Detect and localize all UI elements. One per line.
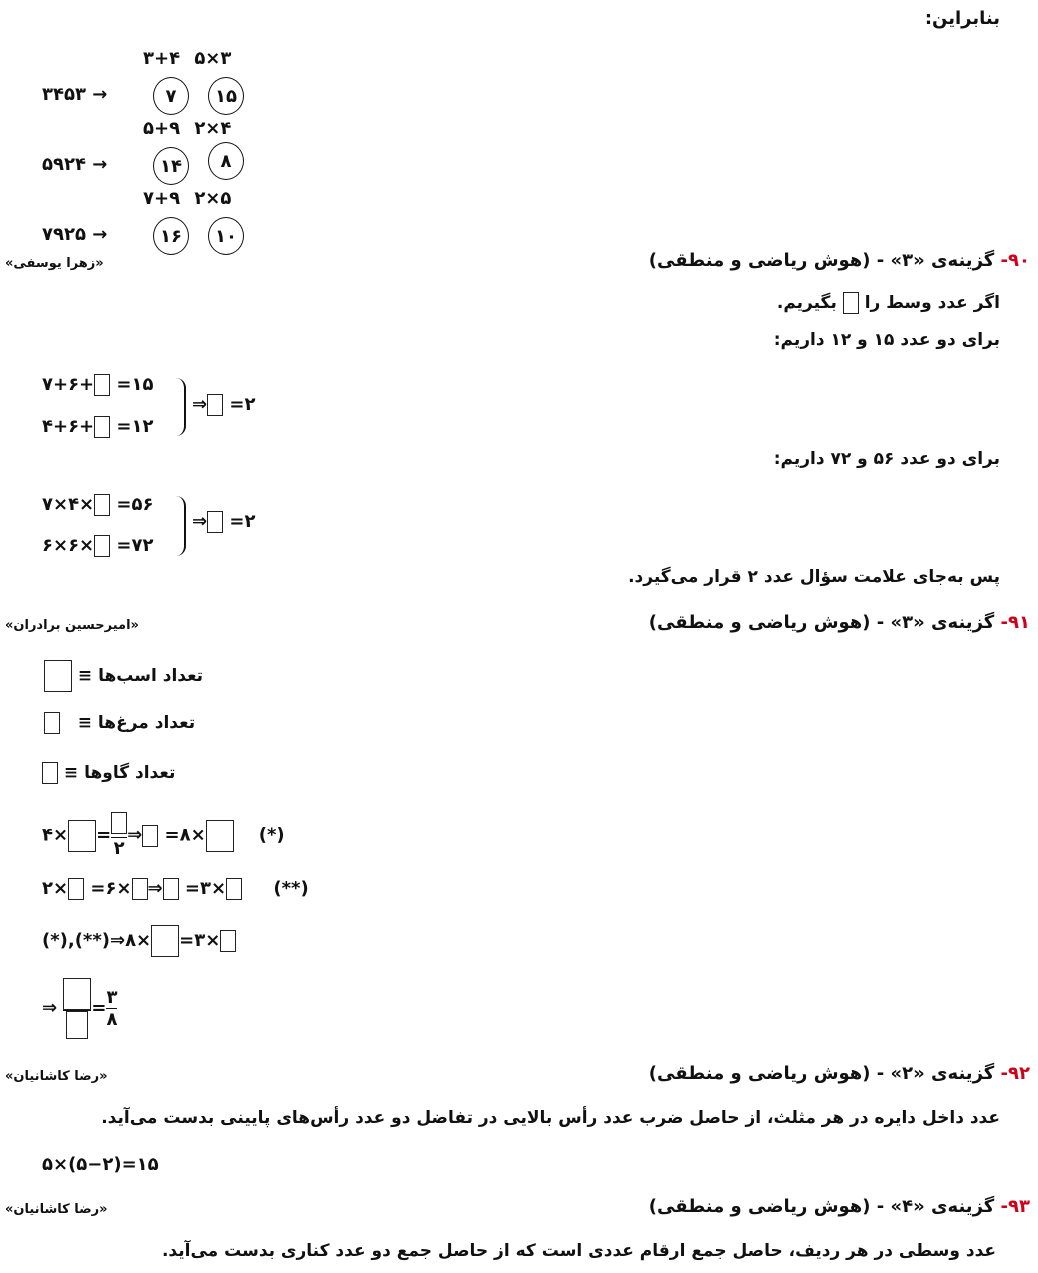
ops-row-1: ۳+۴ ۵×۳ <box>143 48 232 69</box>
number-1: ۳۴۵۳ → <box>42 84 108 105</box>
circle-value: ۱۵ <box>208 77 244 115</box>
q90-eq1: ۷+۶+ =۱۵ <box>42 374 154 395</box>
q90-line2: برای دو عدد ۱۵ و ۱۲ داریم: <box>773 330 1000 350</box>
def-chickens: تعداد مرغ‌ها ≡ <box>44 712 195 734</box>
q91-author: «امیرحسین برادران» <box>5 618 139 633</box>
q91-eq2: ۲× =۶× ⇒ =۳× (**) <box>42 878 309 899</box>
q92-text: عدد داخل دایره در هر مثلث، از حاصل ضرب عدد رأس بالایی در تفاضل دو عدد رأس‌های پایینی بدست می‌آید. <box>101 1108 1000 1128</box>
middle-box <box>843 292 859 314</box>
circle-value: ۱۰ <box>208 217 244 255</box>
q93-author: «رضا کاشانیان» <box>5 1202 108 1217</box>
q90-line3: برای دو عدد ۵۶ و ۷۲ داریم: <box>773 449 1000 469</box>
q90-line1: اگر عدد وسط را بگیریم. <box>776 293 1000 313</box>
q90-eq2: ۴+۶+ =۱۲ <box>42 416 154 437</box>
q93-heading: ۹۳- گزینه‌ی «۴» - (هوش ریاضی و منطقی) <box>648 1196 1030 1217</box>
ops-row-2: ۵+۹ ۲×۴ <box>143 118 232 139</box>
circle-value: ۷ <box>153 77 189 115</box>
intro-title: بنابراین: <box>924 8 1000 29</box>
q91-eq4: ⇒ = $\frac{۳}{۸}$ <box>42 978 117 1039</box>
q91-eq3: (*),(**)⇒۸× =۳× <box>42 925 236 957</box>
number-2: ۵۹۲۴ → <box>42 154 108 175</box>
brace <box>176 496 186 556</box>
q91-eq1: ۴× = ۲ ⇒ =۸× (*) <box>42 812 285 859</box>
def-horses: تعداد اسب‌ها ≡ <box>44 660 203 692</box>
q90-result2: ⇒ =۲ <box>192 511 256 532</box>
def-cows: تعداد گاوها ≡ <box>42 762 175 784</box>
q90-conclusion: پس به‌جای علامت سؤال عدد ۲ قرار می‌گیرد. <box>628 567 1000 587</box>
circle-value: ۱۶ <box>153 217 189 255</box>
q90-author: «زهرا یوسفی» <box>5 256 104 271</box>
q93-text: عدد وسطی در هر ردیف، حاصل جمع ارقام عددی است که از حاصل جمع دو عدد کناری بدست می‌آید. <box>161 1241 996 1261</box>
q92-heading: ۹۲- گزینه‌ی «۲» - (هوش ریاضی و منطقی) <box>648 1063 1030 1084</box>
q91-heading: ۹۱- گزینه‌ی «۳» - (هوش ریاضی و منطقی) <box>648 612 1030 633</box>
q90-heading: ۹۰- گزینه‌ی «۳» - (هوش ریاضی و منطقی) <box>648 250 1030 271</box>
number-3: ۷۹۲۵ → <box>42 224 108 245</box>
q90-eq3: ۷×۴× =۵۶ <box>42 494 154 515</box>
q90-eq4: ۶×۶× =۷۲ <box>42 535 154 556</box>
q92-author: «رضا کاشانیان» <box>5 1069 108 1084</box>
circle-value: ۸ <box>208 142 244 180</box>
ops-row-3: ۷+۹ ۲×۵ <box>143 188 232 209</box>
q90-result1: ⇒ =۲ <box>192 394 256 415</box>
brace <box>176 378 186 436</box>
q92-formula: ۵×(۵−۲)=۱۵ <box>42 1154 159 1175</box>
circle-value: ۱۴ <box>153 147 189 185</box>
